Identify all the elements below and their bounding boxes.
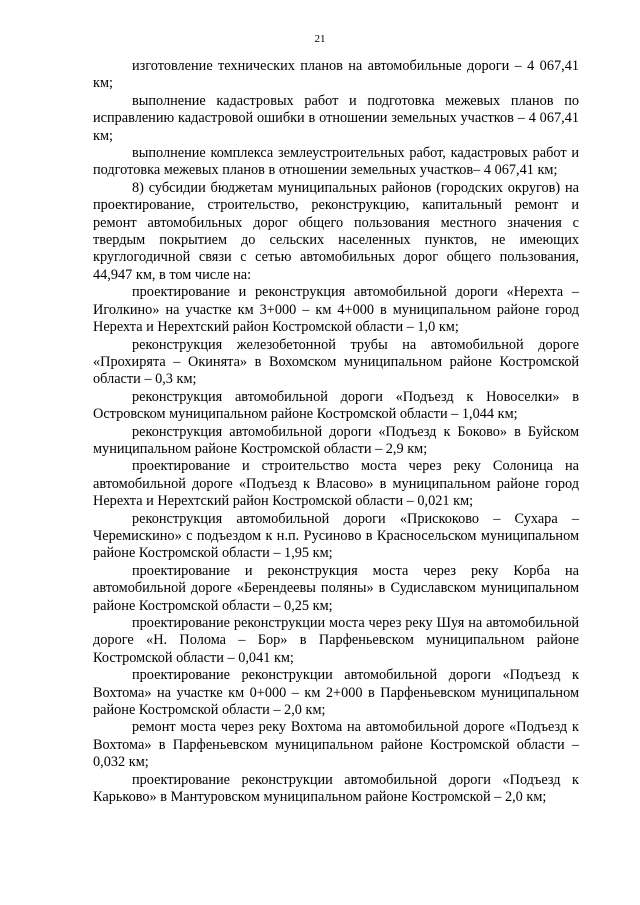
paragraph-subsidies-intro: 8) субсидии бюджетам муниципальных районов (городских округов) на проектирование, строительство, реконструкцию, капитальный ремонт и ремонт автомобильных дорог общего пользования местного значения с твердым покрытием до сельских населенных пунктов, не имеющих круглогодичной связи с сетью автомобильных дорог общего пользования, 44,947 км, в том числе на: <box>93 179 579 283</box>
list-item-shuya-bridge: проектирование реконструкции моста через реку Шуя на автомобильной дороге «Н. Полома – Бор» в Парфеньевском муниципальном районе Костромской области – 0,041 км; <box>93 615 579 666</box>
list-item-vokhtoma-road: проектирование реконструкции автомобильной дороги «Подъезд к Вохтома» на участке км 0+000 – км 2+000 в Парфеньевском муниципальном районе Костромской области – 2,0 км; <box>93 667 579 719</box>
list-item-korba-bridge: проектирование и реконструкция моста через реку Корба на автомобильной дороге «Берендеевы поляны» в Судиславском муниципальном районе Костромской области – 0,25 км; <box>93 562 579 614</box>
list-item-nerekhta-igolkino: проектирование и реконструкция автомобильной дороги «Нерехта – Иголкино» на участке км 3+000 – км 4+000 в муниципальном районе город Нерехта и Нерехтский район Костромской области – 1,0 км; <box>93 284 579 336</box>
document-body <box>93 58 579 806</box>
paragraph-technical-plans: изготовление технических планов на автомобильные дороги – 4 067,41 км; <box>93 58 579 92</box>
page-number: 21 <box>314 33 326 45</box>
list-item-solonitsa-bridge: проектирование и строительство моста через реку Солоница на автомобильной дороге «Подъезд к Власово» в муниципальном районе город Нерехта и Нерехтский район Костромской области – 0,021 км; <box>93 458 579 510</box>
paragraph-land-management: выполнение комплекса землеустроительных работ, кадастровых работ и подготовка межевых планов в отношении земельных участков– 4 067,41 км; <box>93 145 579 179</box>
list-item-novoselki: реконструкция автомобильной дороги «Подъезд к Новоселки» в Островском муниципальном районе Костромской области – 1,044 км; <box>93 388 579 423</box>
list-item-prokhiryata-okinyata: реконструкция железобетонной трубы на автомобильной дороге «Прохирята – Окинята» в Вохомском муниципальном районе Костромской области – 0,3 км; <box>93 336 579 388</box>
paragraph-cadastral-correction: выполнение кадастровых работ и подготовка межевых планов по исправлению кадастровой ошибки в отношении земельных участков – 4 067,41 км; <box>93 92 579 144</box>
list-item-karkovo: проектирование реконструкции автомобильной дороги «Подъезд к Карьково» в Мантуровском муниципальном районе Костромской – 2,0 км; <box>93 771 579 806</box>
list-item-bokovo: реконструкция автомобильной дороги «Подъезд к Боково» в Буйском муниципальном районе Костромской области – 2,9 км; <box>93 423 579 457</box>
list-item-vokhtoma-bridge: ремонт моста через реку Вохтома на автомобильной дороге «Подъезд к Вохтома» в Парфеньевском муниципальном районе Костромской области – 0,032 км; <box>93 719 579 771</box>
list-item-priskokovo-sukhara: реконструкция автомобильной дороги «Прискоково – Сухара – Черемискино» с подъездом к н.п. Русиново в Красносельском муниципальном районе Костромской области – 1,95 км; <box>93 510 579 562</box>
